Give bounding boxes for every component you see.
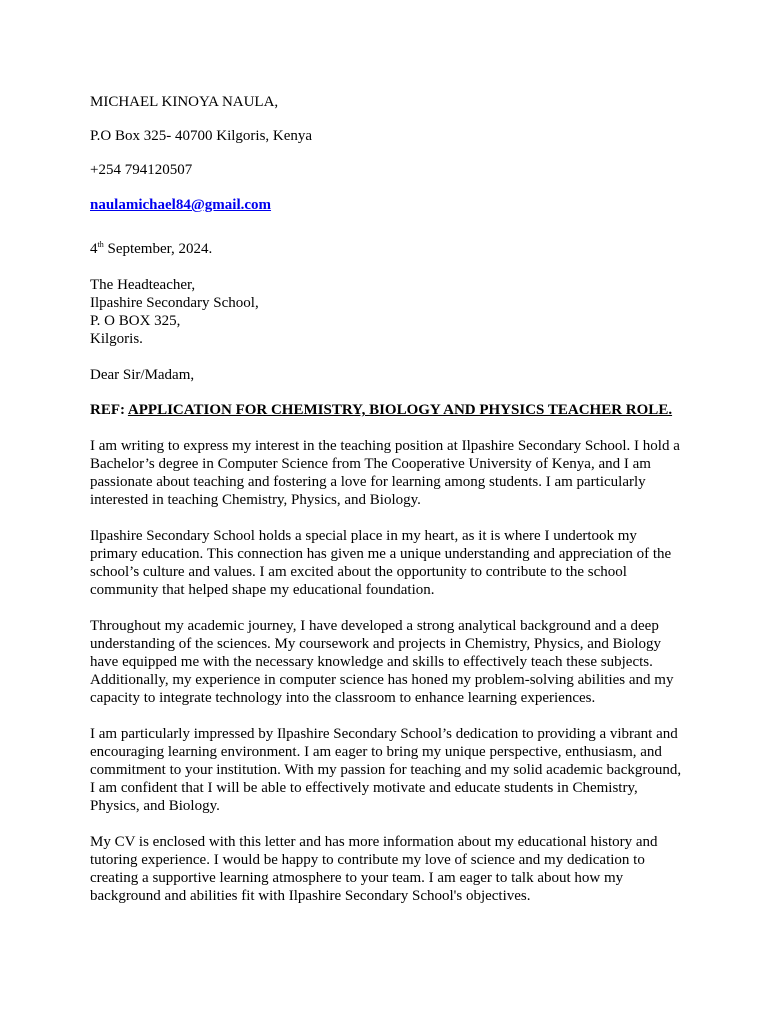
body-paragraph-2: Ilpashire Secondary School holds a special place in my heart, as it is where I undertook my primary education. This connection has given me a unique understanding and appreciation of the school’s culture and values. I am excited about the opportunity to contribute to the school community that helped shape my educational foundation. xyxy=(90,528,672,598)
body-paragraph-3: Throughout my academic journey, I have developed a strong analytical background and a deep understanding of the sciences. My coursework and projects in Chemistry, Physics, and Biology have equipped me with the necessary knowledge and skills to effectively teach these subjects. Additionally, my experience in computer science has honed my problem-solving abilities and my capacity to integrate technology into the classroom to enhance learning experiences. xyxy=(90,618,674,706)
sender-address: P.O Box 325- 40700 Kilgoris, Kenya xyxy=(90,128,313,144)
body-paragraph-4: I am particularly impressed by Ilpashire Secondary School’s dedication to providing a vibrant and encouraging learning environment. I am eager to bring my unique perspective, enthusiasm, and commitment to your institution. With my passion for teaching and my solid academic background, I am confident that I will be able to effectively motivate and educate students in Chemistry, Physics, and Biology. xyxy=(90,726,682,814)
letter-date xyxy=(90,240,682,258)
sender-email-link[interactable]: naulamichael84@gmail.com xyxy=(90,197,272,213)
recipient-line: Ilpashire Secondary School, xyxy=(90,295,259,311)
reference-prefix: REF: xyxy=(90,402,128,418)
date-rest: September, 2024. xyxy=(103,241,213,257)
sender-phone: +254 794120507 xyxy=(90,162,193,178)
date-suffix: th xyxy=(97,240,104,249)
date-day: 4 xyxy=(90,241,98,257)
body-paragraph-5: My CV is enclosed with this letter and has more information about my educational history and tutoring experience. I would be happy to contribute my love of science and my dedication to creating a supportive learning atmosphere to your team. I am eager to talk about how my background and abilities fit with Ilpashire Secondary School's objectives. xyxy=(90,834,658,904)
recipient-line: Kilgoris. xyxy=(90,331,143,347)
recipient-line: The Headteacher, xyxy=(90,277,196,293)
salutation: Dear Sir/Madam, xyxy=(90,367,195,383)
recipient-line: P. O BOX 325, xyxy=(90,313,181,329)
reference-heading xyxy=(90,401,682,419)
recipient-block xyxy=(90,276,682,348)
letter-page xyxy=(90,93,682,905)
body-paragraph-1: I am writing to express my interest in the teaching position at Ilpashire Secondary School. I hold a Bachelor’s degree in Computer Science from The Cooperative University of Kenya, and I am passionate about teaching and fostering a love for learning among students. I am particularly interested in teaching Chemistry, Physics, and Biology. xyxy=(90,438,680,508)
reference-subject: APPLICATION FOR CHEMISTRY, BIOLOGY AND PHYSICS TEACHER ROLE. xyxy=(127,402,673,418)
sender-name: MICHAEL KINOYA NAULA, xyxy=(90,94,279,110)
